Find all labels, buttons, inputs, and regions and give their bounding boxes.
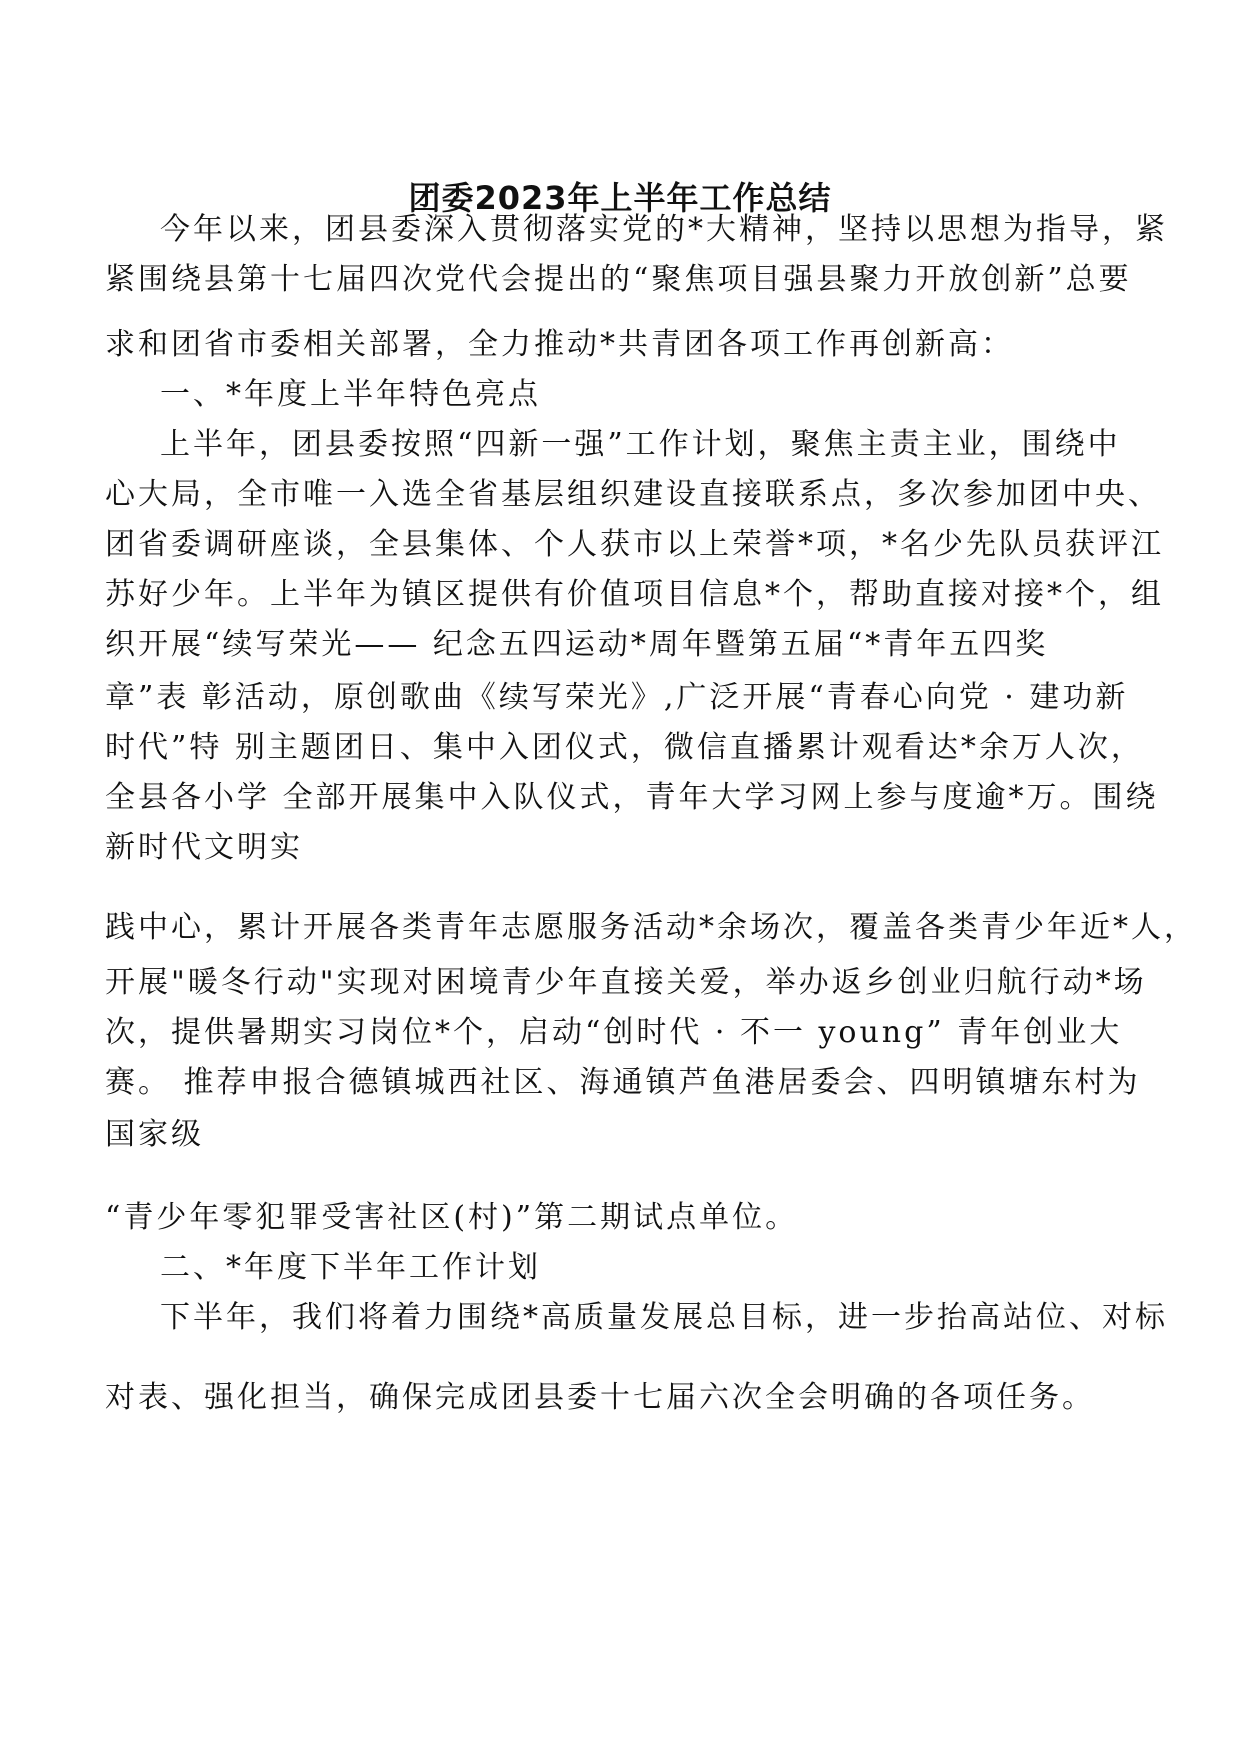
paragraph-line: 章”表 彰活动，原创歌曲《续写荣光》,广泛开展“青春心向党 · 建功新 [105, 680, 1129, 715]
paragraph-line: 求和团省市委相关部署，全力推动*共青团各项工作再创新高： [105, 327, 1014, 362]
paragraph-line: 苏好少年。上半年为镇区提供有价值项目信息*个，帮助直接对接*个，组 [105, 577, 1164, 612]
paragraph-line: 下半年，我们将着力围绕*高质量发展总目标，进一步抬高站位、对标 [160, 1300, 1168, 1335]
paragraph-line: 赛。 推荐申报合德镇城西社区、海通镇芦鱼港居委会、四明镇塘东村为 [105, 1065, 1141, 1100]
paragraph-line: 践中心，累计开展各类青年志愿服务活动*余场次，覆盖各类青少年近*人， [105, 910, 1197, 945]
paragraph-line: 全县各小学 全部开展集中入队仪式，青年大学习网上参与度逾*万。围绕 [105, 780, 1159, 815]
section-heading: 一、*年度上半年特色亮点 [160, 377, 541, 412]
paragraph-line: “青少年零犯罪受害社区(村)”第二期试点单位。 [105, 1200, 799, 1235]
paragraph-line: 团省委调研座谈，全县集体、个人获市以上荣誉*项，*名少先队员获评江 [105, 527, 1164, 562]
document-title: 团委2023年上半年工作总结 [408, 179, 832, 217]
paragraph-line: 今年以来，团县委深入贯彻落实党的*大精神，坚持以思想为指导，紧 [160, 212, 1168, 247]
paragraph-line: 对表、强化担当，确保完成团县委十七届六次全会明确的各项任务。 [105, 1380, 1095, 1415]
paragraph-line: 国家级 [105, 1117, 204, 1152]
paragraph-line: 心大局，全市唯一入选全省基层组织建设直接联系点，多次参加团中央、 [105, 477, 1161, 512]
paragraph-line: 时代”特 别主题团日、集中入团仪式，微信直播累计观看达*余万人次， [105, 730, 1144, 765]
section-heading: 二、*年度下半年工作计划 [160, 1250, 541, 1285]
paragraph-line: 织开展“续写荣光—— 纪念五四运动*周年暨第五届“*青年五四奖 [105, 627, 1049, 662]
paragraph-line: 上半年，团县委按照“四新一强”工作计划，聚焦主责主业，围绕中 [160, 427, 1121, 462]
paragraph-line: 紧围绕县第十七届四次党代会提出的“聚焦项目强县聚力开放创新”总要 [105, 262, 1132, 297]
paragraph-line: 次，提供暑期实习岗位*个，启动“创时代 · 不一 young” 青年创业大 [105, 1015, 1123, 1050]
paragraph-line: 开展"暖冬行动"实现对困境青少年直接关爱，举办返乡创业归航行动*场 [105, 965, 1147, 1000]
paragraph-line: 新时代文明实 [105, 830, 303, 865]
